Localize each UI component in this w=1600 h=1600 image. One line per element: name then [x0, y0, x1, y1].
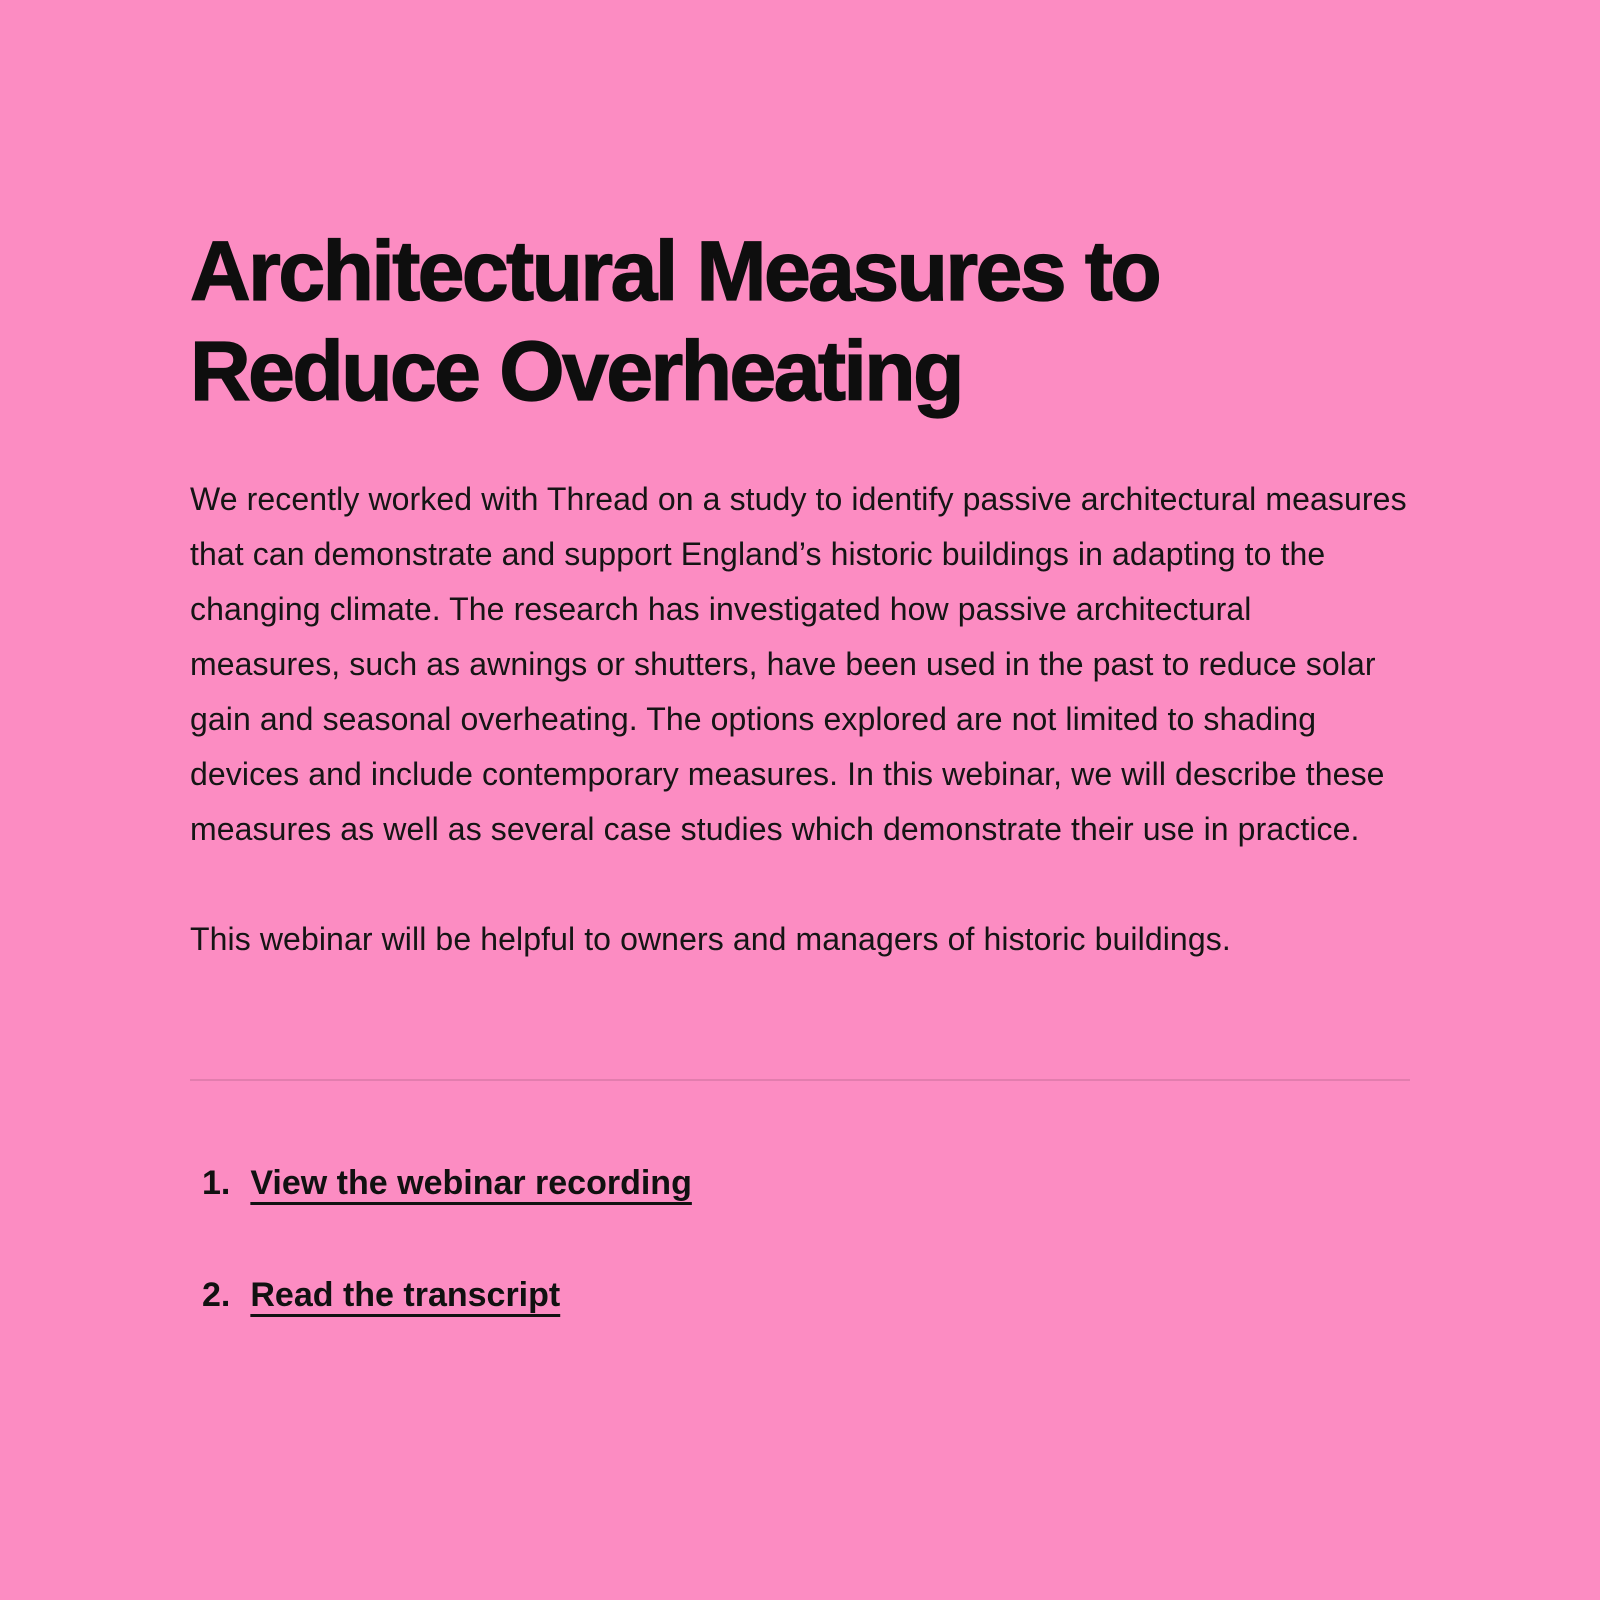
intro-paragraph: We recently worked with Thread on a study to identify passive architectural measures that can demonstrate and support England’s historic buildings in adapting to the changing climate. The research has investigated how passive architectural measures, such as awnings or shutters, have been used in the past to reduce solar gain and seasonal overheating. The options explored are not limited to shading devices and include contemporary measures. In this webinar, we will describe these measures as well as several case studies which demonstrate their use in practice. [190, 481, 1407, 847]
list-item-transcript [202, 1273, 1410, 1317]
divider [190, 1079, 1410, 1081]
article [190, 0, 1410, 1317]
list-number: 2. [202, 1276, 231, 1314]
list-item-webinar-recording [202, 1161, 1410, 1205]
audience-paragraph: This webinar will be helpful to owners and managers of historic buildings. [190, 921, 1231, 957]
page-title: Architectural Measures to Reduce Overheating [190, 224, 1160, 418]
resource-list [190, 1161, 1410, 1317]
list-number: 1. [202, 1164, 231, 1202]
transcript-link[interactable]: Read the transcript [250, 1276, 561, 1314]
webinar-recording-link[interactable]: View the webinar recording [250, 1164, 692, 1202]
